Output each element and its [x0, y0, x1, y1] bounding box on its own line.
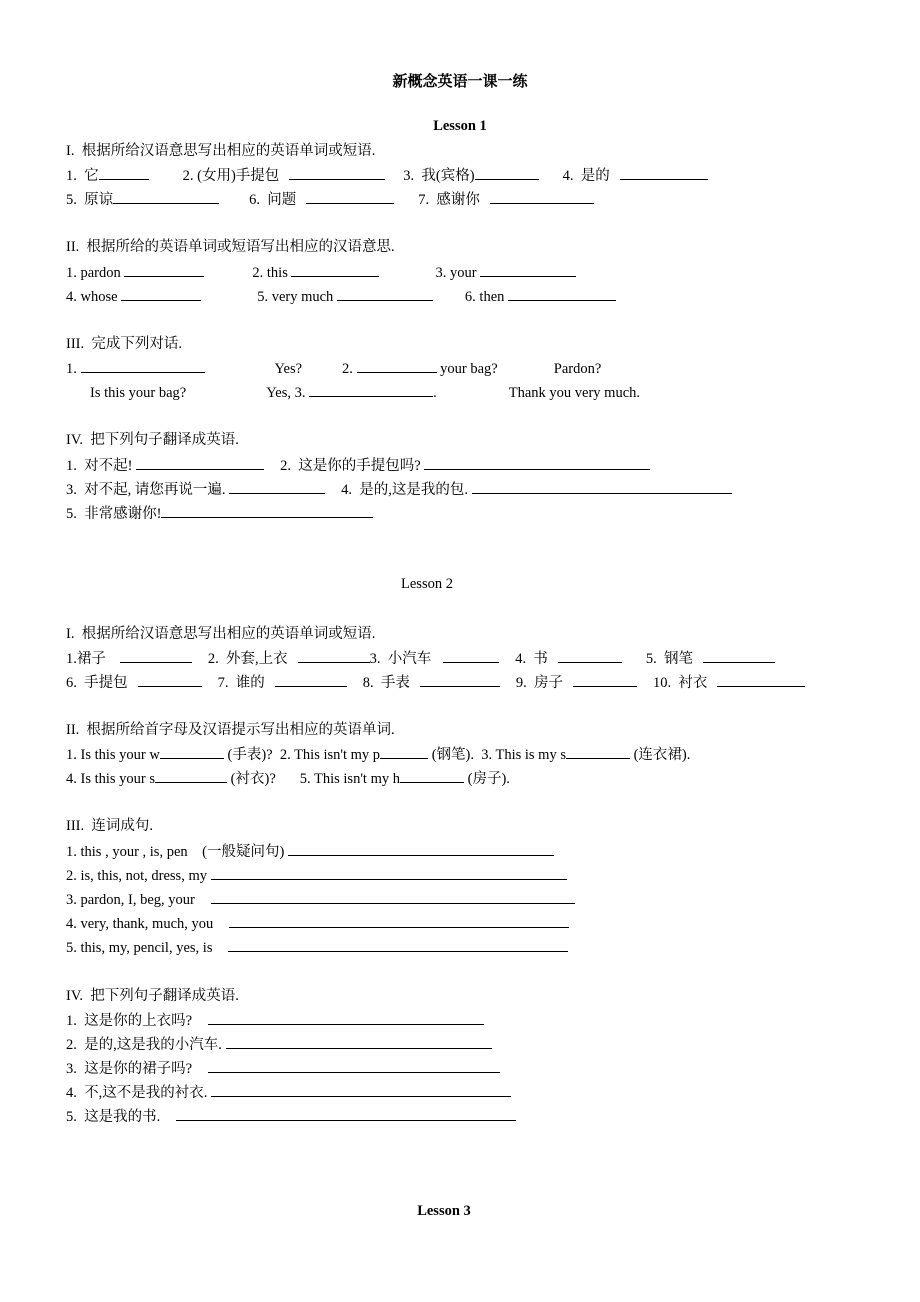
l2-s4-item3: 3. 这是你的裙子吗?	[66, 1061, 193, 1077]
l2-s2-q5-hint: (房子).	[467, 771, 510, 787]
l2-s4-answer1[interactable]	[208, 1010, 484, 1025]
l2-s2-answer1[interactable]	[160, 744, 224, 759]
l2-s1-item9: 9. 房子	[515, 675, 563, 691]
l1-s4-row2	[66, 479, 732, 500]
l2-s1-answer7[interactable]	[275, 672, 347, 687]
l2-s3-row2	[66, 865, 567, 886]
l2-s1-answer1[interactable]	[120, 648, 192, 663]
l2-s1-answer2[interactable]	[298, 648, 370, 663]
l2-s1-answer10[interactable]	[717, 672, 805, 687]
l2-s2-answer3[interactable]	[566, 744, 630, 759]
l1-s4-item2: 2. 这是你的手提包吗?	[280, 458, 421, 474]
l1-s1-item5: 5. 原谅	[66, 192, 114, 208]
l2-s1-item5: 5. 钢笔	[645, 651, 693, 667]
l2-s2-answer2[interactable]	[380, 744, 428, 759]
l1-s3-pardon: Pardon?	[553, 361, 602, 377]
l2-s3-row4	[66, 913, 569, 934]
l2-s3-item2: 2. is, this, not, dress, my	[66, 868, 207, 884]
l1-s3-blank1[interactable]	[81, 358, 205, 373]
l1-s1-answer3[interactable]	[475, 165, 539, 180]
l2-s4-answer4[interactable]	[211, 1082, 511, 1097]
lesson3-title: Lesson 3	[417, 1203, 471, 1219]
l2-s2-q5: 5. This isn't my h	[299, 771, 400, 787]
l2-s3-answer2[interactable]	[211, 865, 567, 880]
l1-s2-answer2[interactable]	[291, 262, 379, 277]
l2-s1-item2: 2. 外套,上衣	[207, 651, 288, 667]
l1-s1-item4: 4. 是的	[562, 168, 610, 184]
l2-s4-answer3[interactable]	[208, 1058, 500, 1073]
l2-s4-answer2[interactable]	[226, 1034, 492, 1049]
l1-s2-item1: 1. pardon	[66, 265, 121, 281]
l1-s4-answer3[interactable]	[229, 479, 325, 494]
l1-s4-heading: IV. 把下列句子翻译成英语.	[66, 432, 239, 448]
l1-s1-answer1[interactable]	[99, 165, 149, 180]
l2-s2-row1	[66, 744, 690, 765]
l1-s2-item5: 5. very much	[257, 289, 334, 305]
l1-s3-blank2[interactable]	[357, 358, 437, 373]
l2-s3-answer3[interactable]	[211, 889, 575, 904]
l1-s1-row1	[66, 165, 708, 186]
l1-s3-yes3: Yes, 3.	[266, 385, 306, 401]
l1-s1-item1: 1. 它	[66, 168, 99, 184]
l1-s4-answer1[interactable]	[136, 455, 264, 470]
l1-s2-item2: 2. this	[252, 265, 288, 281]
lesson1-title: Lesson 1	[433, 118, 487, 134]
l1-s3-period: .	[433, 385, 437, 401]
l1-s3-blank3[interactable]	[309, 382, 433, 397]
l2-s4-item5: 5. 这是我的书.	[66, 1109, 161, 1125]
l1-s2-answer4[interactable]	[121, 286, 201, 301]
l1-s1-answer2[interactable]	[289, 165, 385, 180]
l2-s4-answer5[interactable]	[176, 1106, 516, 1121]
l2-s2-answer5[interactable]	[400, 768, 464, 783]
l2-s3-row3	[66, 889, 575, 910]
l2-s2-q2-hint: (钢笔).	[431, 747, 474, 763]
l1-s4-answer2[interactable]	[424, 455, 650, 470]
l2-s1-answer5[interactable]	[703, 648, 775, 663]
l2-s2-q3-hint: (连衣裙).	[633, 747, 691, 763]
l2-s1-item10: 10. 衬衣	[653, 675, 708, 691]
l1-s4-answer4[interactable]	[472, 479, 732, 494]
l1-s1-row2	[66, 189, 594, 210]
l1-s4-item4: 4. 是的,这是我的包.	[341, 482, 468, 498]
l2-s1-answer3[interactable]	[443, 648, 499, 663]
l1-s2-row1	[66, 262, 576, 283]
l1-s3-thanks: Thank you very much.	[508, 385, 641, 401]
l2-s4-row4	[66, 1082, 511, 1103]
l1-s4-item1: 1. 对不起!	[66, 458, 133, 474]
l2-s4-row5	[66, 1106, 516, 1127]
l1-s4-answer5[interactable]	[161, 503, 373, 518]
l2-s4-row1	[66, 1010, 484, 1031]
l2-s4-item4: 4. 不,这不是我的衬衣.	[66, 1085, 208, 1101]
l2-s1-answer8[interactable]	[420, 672, 500, 687]
l2-s1-item7: 7. 谁的	[217, 675, 265, 691]
l2-s2-q2: 2. This isn't my p	[279, 747, 381, 763]
l2-s3-row5	[66, 937, 568, 958]
l1-s2-answer5[interactable]	[337, 286, 433, 301]
l2-s4-heading: IV. 把下列句子翻译成英语.	[66, 988, 239, 1004]
l2-s4-row3	[66, 1058, 500, 1079]
l2-s1-item4: 4. 书	[515, 651, 548, 667]
l1-s1-answer5[interactable]	[113, 189, 219, 204]
l2-s2-row2	[66, 768, 510, 789]
l1-s3-row1	[66, 358, 601, 379]
l2-s1-item8: 8. 手表	[362, 675, 410, 691]
l2-s2-heading: II. 根据所给首字母及汉语提示写出相应的英语单词.	[66, 722, 395, 738]
l1-s1-answer7[interactable]	[490, 189, 594, 204]
l2-s3-item3: 3. pardon, I, beg, your	[66, 892, 195, 908]
l2-s4-row2	[66, 1034, 492, 1055]
l1-s2-answer6[interactable]	[508, 286, 616, 301]
l2-s4-item2: 2. 是的,这是我的小汽车.	[66, 1037, 222, 1053]
l2-s2-q4: 4. Is this your s	[66, 771, 156, 787]
l1-s4-item3: 3. 对不起, 请您再说一遍.	[66, 482, 226, 498]
l1-s1-item6: 6. 问题	[249, 192, 297, 208]
l2-s1-answer4[interactable]	[558, 648, 622, 663]
l1-s1-heading: I. 根据所给汉语意思写出相应的英语单词或短语.	[66, 143, 376, 159]
l2-s2-q3: 3. This is my s	[481, 747, 566, 763]
l2-s4-item1: 1. 这是你的上衣吗?	[66, 1013, 193, 1029]
l1-s2-answer1[interactable]	[124, 262, 204, 277]
l2-s2-q4-hint: (衬衣)?	[230, 771, 276, 787]
l1-s2-item6: 6. then	[464, 289, 505, 305]
l2-s2-q1-hint: (手表)?	[227, 747, 273, 763]
l1-s2-heading: II. 根据所给的英语单词或短语写出相应的汉语意思.	[66, 239, 395, 255]
l1-s3-num2: 2.	[342, 361, 353, 377]
l2-s3-item4: 4. very, thank, much, you	[66, 916, 214, 932]
l1-s3-question: Is this your bag?	[90, 385, 187, 401]
l2-s2-q1: 1. Is this your w	[66, 747, 160, 763]
l2-s2-answer4[interactable]	[155, 768, 227, 783]
l1-s1-item7: 7. 感谢你	[418, 192, 480, 208]
l2-s1-heading: I. 根据所给汉语意思写出相应的英语单词或短语.	[66, 626, 376, 642]
l2-s1-answer9[interactable]	[573, 672, 637, 687]
l1-s3-your-bag: your bag?	[440, 361, 498, 377]
l2-s3-answer5[interactable]	[228, 937, 568, 952]
document-title: 新概念英语一课一练	[392, 74, 528, 90]
l2-s3-answer1[interactable]	[288, 841, 554, 856]
l2-s3-item1: 1. this , your , is, pen (一般疑问句)	[66, 844, 285, 860]
lesson2-title: Lesson 2	[401, 576, 453, 592]
l1-s2-item3: 3. your	[435, 265, 477, 281]
l1-s1-item2: 2. (女用)手提包	[182, 168, 280, 184]
l2-s1-item6: 6. 手提包	[66, 675, 128, 691]
l1-s2-row2	[66, 286, 616, 307]
l1-s3-row2	[90, 382, 640, 403]
l1-s1-answer4[interactable]	[620, 165, 708, 180]
l1-s3-yes: Yes?	[274, 361, 303, 377]
l2-s1-item1: 1.裙子	[66, 651, 106, 667]
l1-s3-num1: 1.	[66, 361, 77, 377]
l2-s1-item3: 3. 小汽车	[369, 651, 432, 667]
l1-s2-answer3[interactable]	[480, 262, 576, 277]
l2-s1-answer6[interactable]	[138, 672, 202, 687]
l1-s4-row3	[66, 503, 373, 524]
l1-s4-row1	[66, 455, 650, 476]
l2-s3-answer4[interactable]	[229, 913, 569, 928]
l1-s4-item5: 5. 非常感谢你!	[66, 506, 162, 522]
l1-s1-answer6[interactable]	[306, 189, 394, 204]
l2-s1-row2	[66, 672, 805, 693]
l2-s3-item5: 5. this, my, pencil, yes, is	[66, 940, 213, 956]
l1-s3-heading: III. 完成下列对话.	[66, 336, 182, 352]
l2-s1-row1	[66, 648, 775, 669]
l2-s3-heading: III. 连词成句.	[66, 818, 153, 834]
l2-s3-row1	[66, 841, 554, 862]
l1-s2-item4: 4. whose	[66, 289, 118, 305]
l1-s1-item3: 3. 我(宾格)	[403, 168, 475, 184]
